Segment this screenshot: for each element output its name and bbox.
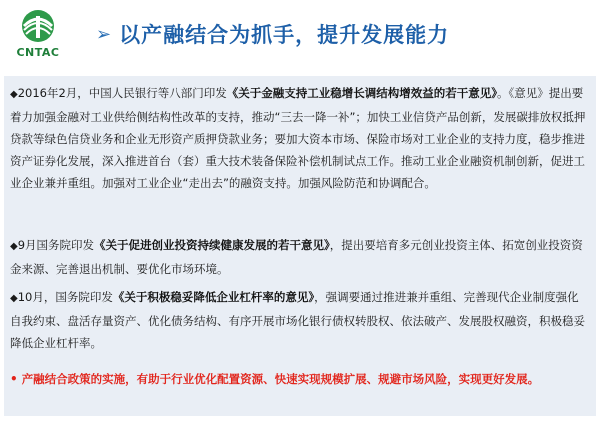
item-lead: 2016年2月，中国人民银行等八部门印发	[17, 86, 227, 100]
item-body: ，提出要培育多元创业投资主体、拓宽创业投资资金来源、完善退出机制、要优化市场环境。	[10, 238, 583, 276]
page-title: 以产融结合为抓手，提升发展能力	[119, 23, 450, 47]
diamond-bullet-icon: ◆	[10, 241, 18, 252]
item-doc-title: 《关于促进创业投资持续健康发展的若干意见》	[94, 238, 330, 252]
item-doc-title: 《关于金融支持工业稳增长调结构增效益的若干意见》	[226, 86, 498, 100]
diamond-bullet-icon: ◆	[10, 89, 18, 100]
diamond-bullet-icon: ◆	[10, 293, 18, 304]
item-lead: 10月，国务院印发	[17, 290, 113, 304]
content-panel	[4, 76, 596, 416]
item-doc-title: 《关于积极稳妥降低企业杠杆率的意见》	[112, 290, 315, 304]
list-item-1	[10, 82, 588, 194]
item-body: ，强调要通过推进兼并重组、完善现代企业制度强化自我约束、盘活存量资产、优化债务结构、有序开展市场化银行债权转股权、依法破产、发展股权融资，积极稳妥降低企业杠杆率。	[10, 290, 585, 350]
cntac-logo	[8, 8, 68, 64]
item-body: 。《意见》提出要着力加强金融对工业供给侧结构性改革的支持，推动“三去一降一补”；加快工业信贷产品创新，发展碳排放权抵押贷款等绿色信贷业务和企业无形资产质押贷款业务；要加大资本市场、保险市场对工业企业的支持力度，稳步推进资产证券化发展，深入推进首台（套）重大技术装备保险补偿机制试点工作。推动工业企业融资机制创新，促进工业企业兼并重组。加强对工业企业“走出去”的融资支持。加强风险防范和协调配合。	[10, 86, 586, 190]
list-item-2	[10, 234, 588, 280]
header	[96, 18, 449, 50]
conclusion-text: 产融结合政策的实施，有助于行业优化配置资源、快速实现规模扩展、规避市场风险，实现更好发展。	[21, 372, 540, 386]
title-arrow-icon: ➢	[96, 23, 112, 45]
conclusion	[10, 368, 588, 390]
list-item-3	[10, 286, 588, 354]
red-dot-bullet-icon: •	[10, 372, 18, 386]
logo-text: CNTAC	[16, 46, 60, 59]
cntac-logo-icon	[18, 8, 58, 44]
item-lead: 9月国务院印发	[17, 238, 95, 252]
